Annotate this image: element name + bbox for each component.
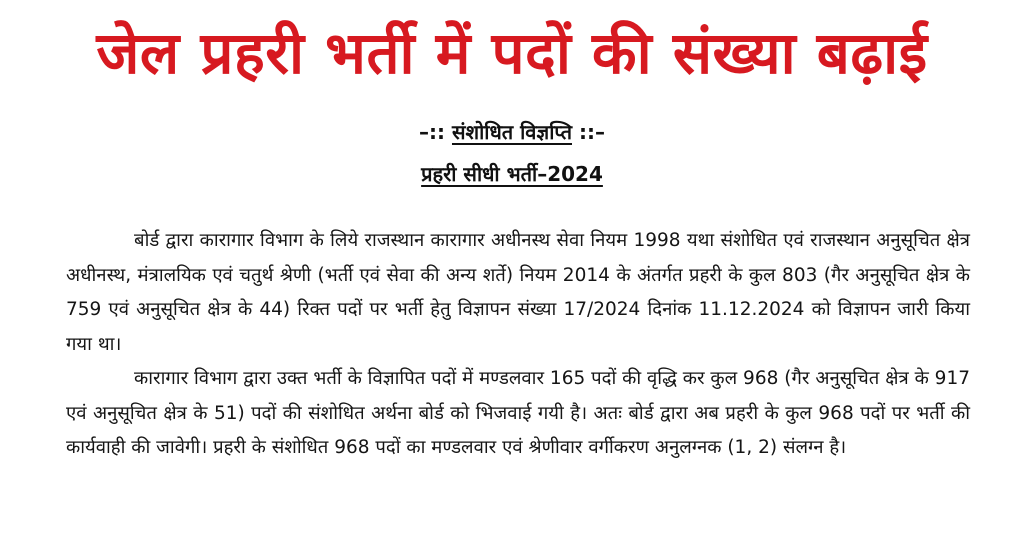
subtitle-prefix: –:: [419,120,446,144]
paragraph-2: कारागार विभाग द्वारा उक्त भर्ती के विज्ञापित पदों में मण्डलवार 165 पदों की वृद्धि कर कुल 968 (गैर अनुसूचित क्षेत्र के 917 एवं अनुसूचित क्षेत्र के 51) पदों की संशोधित अर्थना बोर्ड को भिजवाई गयी है। अतः बोर्ड द्वारा अब प्रहरी के कुल 968 पदों पर भर्ती की कार्यवाही की जावेगी। प्रहरी के संशोधित 968 पदों का मण्डलवार एवं श्रेणीवार वर्गीकरण अनुलग्नक (1, 2) संलग्न है। [66,368,970,458]
notice-body [66,224,970,466]
subtitle-text: संशोधित विज्ञप्ति [451,120,572,144]
recruitment-title-text: प्रहरी सीधी भर्ती–2024 [421,162,603,186]
notice-subtitle [0,118,1024,146]
subtitle-suffix: ::– [578,120,605,144]
recruitment-title [0,160,1024,188]
headline: जेल प्रहरी भर्ती में पदों की संख्या बढ़ाई [96,19,928,87]
paragraph-1: बोर्ड द्वारा कारागार विभाग के लिये राजस्थान कारागार अधीनस्थ सेवा नियम 1998 यथा संशोधित एवं राजस्थान अनुसूचित क्षेत्र अधीनस्थ, मंत्रालयिक एवं चतुर्थ श्रेणी (भर्ती एवं सेवा की अन्य शर्ते) नियम 2014 के अंतर्गत प्रहरी के कुल 803 (गैर अनुसूचित क्षेत्र के 759 एवं अनुसूचित क्षेत्र के 44) रिक्त पदों पर भर्ती हेतु विज्ञापन संख्या 17/2024 दिनांक 11.12.2024 को विज्ञापन जारी किया गया था। [66,230,970,355]
